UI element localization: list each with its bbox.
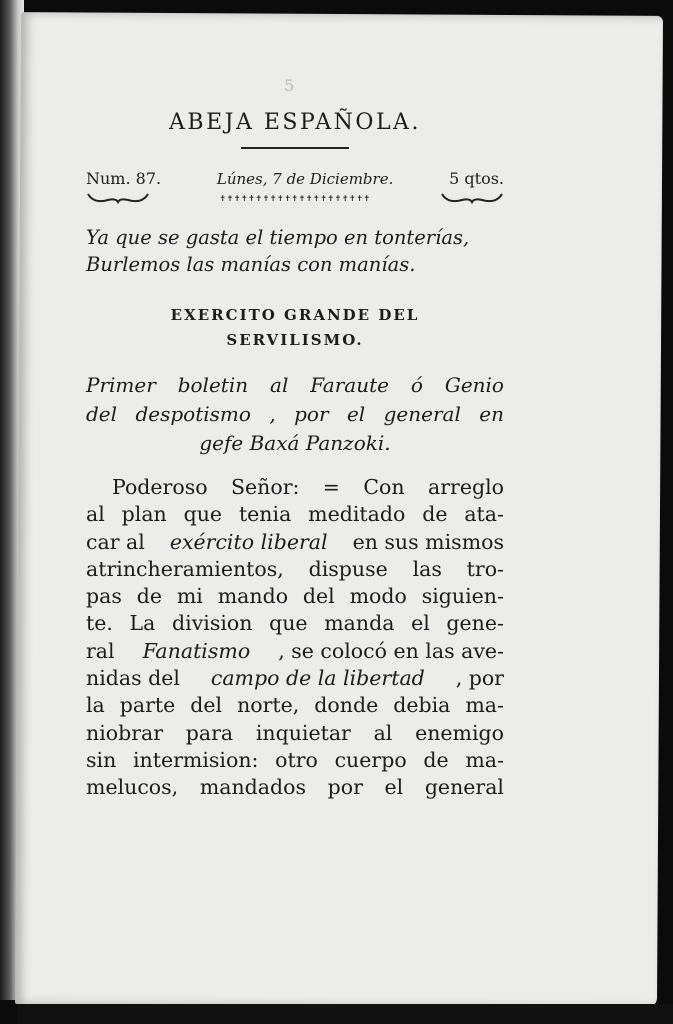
word: dispuse xyxy=(308,556,388,581)
word: atrincheramientos, xyxy=(86,556,284,581)
word: enemigo xyxy=(415,720,504,745)
body-text-run: car al xyxy=(86,529,145,554)
bulletin-heading xyxy=(86,371,504,458)
body-line xyxy=(86,638,504,665)
word: La xyxy=(129,611,156,636)
issue-price: 5 qtos. xyxy=(449,169,504,188)
word: arreglo xyxy=(428,475,504,499)
issue-line xyxy=(86,169,504,188)
body-line xyxy=(86,747,504,774)
body-text-run: , por xyxy=(455,666,504,691)
word: plan xyxy=(121,502,167,527)
word: modo xyxy=(349,584,407,609)
bulletin-line xyxy=(86,400,504,429)
epigraph-line: Ya que se gasta el tiempo en tonterías, xyxy=(86,226,470,249)
body-line xyxy=(86,556,504,583)
body-text-run: en sus mismos xyxy=(352,529,504,554)
section-heading-line: EXERCITO GRANDE DEL xyxy=(170,306,420,324)
masthead-rule xyxy=(241,147,349,149)
body-text-run: ral xyxy=(86,638,115,663)
word: del xyxy=(302,584,335,609)
word: boletin xyxy=(177,373,249,397)
word: la xyxy=(86,693,105,718)
word: = xyxy=(322,475,340,499)
word: debia xyxy=(393,693,451,718)
word: ó xyxy=(410,373,423,397)
word: ata- xyxy=(464,502,504,527)
word: donde xyxy=(314,693,379,718)
body-line xyxy=(86,774,504,801)
word: de xyxy=(423,747,449,772)
word: en xyxy=(479,402,504,426)
word: tenia xyxy=(238,502,292,527)
word: del xyxy=(86,402,118,426)
word: el xyxy=(411,611,430,636)
word: despotismo xyxy=(135,402,251,426)
word: ma- xyxy=(465,693,504,718)
word: de xyxy=(422,502,448,527)
cross-rule-ornament: ✝✝✝✝✝✝✝✝✝✝✝✝✝✝✝✝✝✝✝✝✝ xyxy=(219,193,371,203)
body-line xyxy=(86,720,504,747)
word: por xyxy=(327,775,363,800)
epigraph xyxy=(86,224,504,278)
body-line xyxy=(86,529,504,556)
word: intermision: xyxy=(132,747,259,772)
word: pas xyxy=(86,584,122,609)
word: inquietar xyxy=(255,720,351,745)
word: meditado xyxy=(308,502,406,527)
section-heading xyxy=(86,303,504,353)
word: del xyxy=(190,693,223,718)
word: al xyxy=(270,373,289,397)
body-italic-run: campo de la libertad xyxy=(210,666,425,691)
word: el xyxy=(346,402,366,426)
word: al xyxy=(373,720,393,745)
word: mandados xyxy=(199,775,307,800)
page-bottom-edge xyxy=(18,1004,673,1024)
word: que xyxy=(269,611,308,636)
word: cuerpo xyxy=(334,747,407,772)
masthead-title: ABEJA ESPAÑOLA. xyxy=(169,110,421,135)
word: mando xyxy=(217,584,289,609)
page-content xyxy=(86,76,504,802)
word: Señor: xyxy=(230,475,300,499)
word: niobrar xyxy=(86,720,164,745)
word: de xyxy=(136,584,162,609)
word: que xyxy=(183,502,223,527)
swash-left-ornament xyxy=(86,190,150,206)
body-text-run: nidas del xyxy=(86,666,180,691)
word: siguien- xyxy=(421,584,504,609)
body-line xyxy=(86,665,504,692)
section-heading-line: SERVILISMO. xyxy=(226,331,364,349)
word: melucos, xyxy=(86,775,179,800)
issue-number: Num. 87. xyxy=(86,169,162,188)
word: division xyxy=(172,611,253,636)
word: al xyxy=(86,502,105,527)
word: las xyxy=(412,556,442,581)
issue-date: Lúnes, 7 de Diciembre. xyxy=(216,170,394,188)
word: Primer xyxy=(86,373,156,397)
body-line xyxy=(86,474,504,501)
swash-right-ornament xyxy=(440,190,504,206)
word: Con xyxy=(363,475,405,499)
word: tro- xyxy=(466,556,504,581)
word: general xyxy=(424,775,504,800)
word: Genio xyxy=(444,373,504,397)
word: por xyxy=(294,402,329,426)
page-number: 5 xyxy=(284,76,295,95)
word: mi xyxy=(176,584,203,609)
word: para xyxy=(185,720,234,745)
word: gene- xyxy=(446,611,504,636)
word: , xyxy=(269,402,276,426)
word: manda xyxy=(324,611,395,636)
body-line xyxy=(86,583,504,610)
epigraph-line: Burlemos las manías con manías. xyxy=(86,253,416,276)
body-line xyxy=(86,610,504,637)
body-line xyxy=(86,501,504,528)
word: ma- xyxy=(465,747,504,772)
word: parte xyxy=(119,693,176,718)
body-text xyxy=(86,474,504,802)
bulletin-line xyxy=(86,371,504,400)
body-line xyxy=(86,692,504,719)
word: Poderoso xyxy=(112,475,208,499)
ornament-row xyxy=(86,188,504,208)
body-text-run: , se colocó en las ave- xyxy=(278,638,504,663)
word: general xyxy=(383,402,461,426)
word: otro xyxy=(275,747,318,772)
body-italic-run: Fanatismo xyxy=(142,638,251,663)
body-italic-run: exército liberal xyxy=(169,529,328,554)
word: Faraute xyxy=(310,373,389,397)
word: norte, xyxy=(237,693,300,718)
word: sin xyxy=(86,747,117,772)
word: el xyxy=(384,775,404,800)
word: te. xyxy=(86,611,113,636)
bulletin-line: gefe Baxá Panzoki. xyxy=(199,431,391,455)
